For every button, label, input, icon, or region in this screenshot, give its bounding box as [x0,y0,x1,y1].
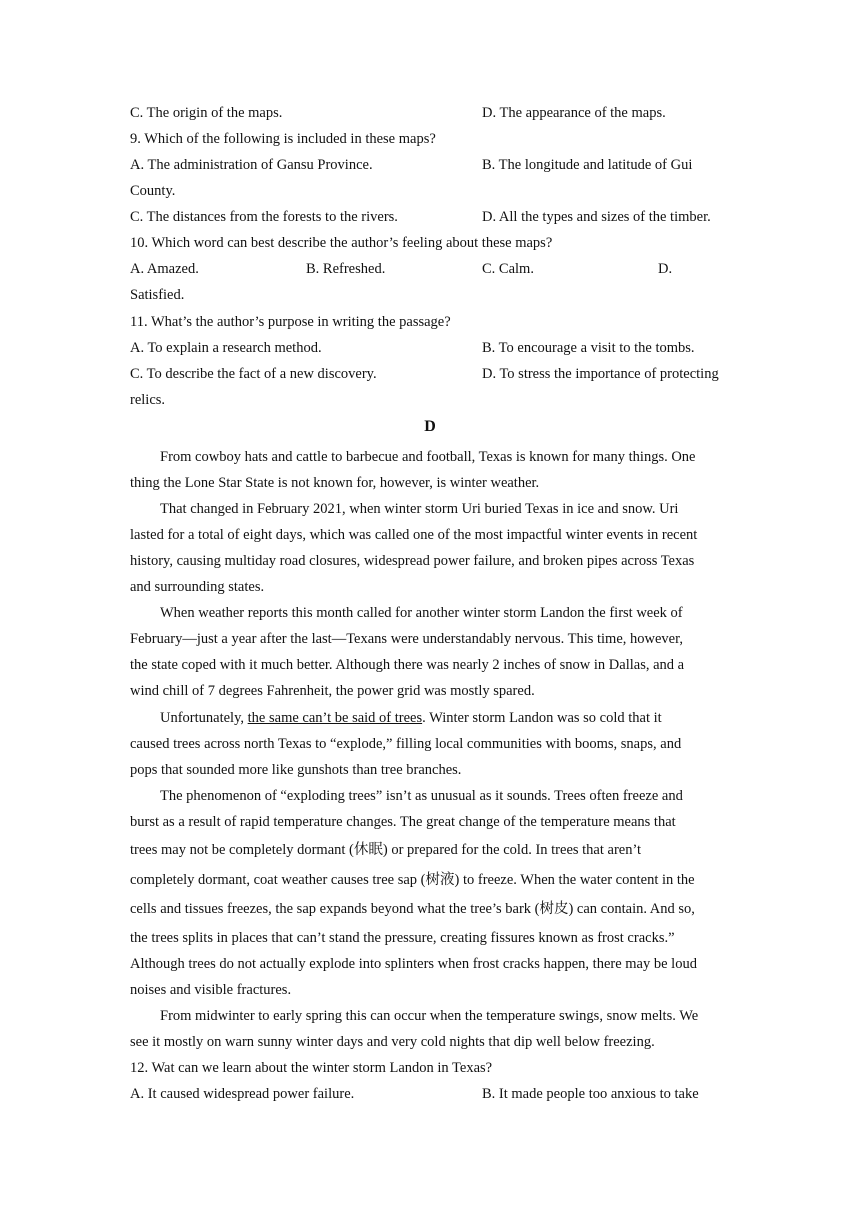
passage-line: noises and visible fractures. [130,982,292,998]
passage-line: From cowboy hats and cattle to barbecue and football, Texas is known for many things. One [160,449,696,465]
passage-line: the trees splits in places that can’t stand the pressure, creating fissures known as frost cracks.” [130,930,675,946]
passage-line: cells and tissues freezes, the sap expands beyond what the tree’s bark (树皮) can contain. And so, [130,901,695,917]
q9-option-b: B. The longitude and latitude of Gui [482,157,693,173]
passage-line: wind chill of 7 degrees Fahrenheit, the power grid was mostly spared. [130,683,535,699]
q9-option-c: C. The distances from the forests to the rivers. [130,209,398,225]
passage-line: lasted for a total of eight days, which was called one of the most impactful winter events in recent [130,527,698,543]
q12-stem: 12. Wat can we learn about the winter storm Landon in Texas? [130,1060,493,1076]
passage-line: February—just a year after the last—Texans were understandably nervous. This time, however, [130,631,683,647]
q12-option-b: B. It made people too anxious to take [482,1086,699,1102]
q12-option-a: A. It caused widespread power failure. [130,1086,355,1102]
passage-line: and surrounding states. [130,579,265,595]
passage-line: thing the Lone Star State is not known for, however, is winter weather. [130,475,540,491]
passage-line: The phenomenon of “exploding trees” isn’t as unusual as it sounds. Trees often freeze and [160,788,683,804]
passage-line: see it mostly on warn sunny winter days and very cold nights that dip well below freezing. [130,1034,655,1050]
q10-option-a: A. Amazed. [130,261,199,277]
passage-line [160,708,770,728]
passage-line: From midwinter to early spring this can occur when the temperature swings, snow melts. We [160,1008,699,1024]
passage-line: Although trees do not actually explode into splinters when frost cracks happen, there may be loud [130,956,697,972]
passage-line: That changed in February 2021, when winter storm Uri buried Texas in ice and snow. Uri [160,501,679,517]
q11-option-a: A. To explain a research method. [130,340,322,356]
q10-stem: 10. Which word can best describe the author’s feeling about these maps? [130,235,553,251]
passage-line: pops that sounded more like gunshots than tree branches. [130,762,462,778]
passage-text: . Winter storm Landon was so cold that it [422,710,662,726]
q11-stem: 11. What’s the author’s purpose in writing the passage? [130,314,451,330]
q8-option-c: C. The origin of the maps. [130,105,283,121]
q10-option-d: D. [658,261,673,277]
q9-option-b-continued: County. [130,183,176,199]
passage-line: completely dormant, coat weather causes tree sap (树液) to freeze. When the water content in the [130,872,695,888]
q9-stem: 9. Which of the following is included in these maps? [130,131,436,147]
q10-option-d-continued: Satisfied. [130,287,185,303]
q11-option-c: C. To describe the fact of a new discovery. [130,366,377,382]
q11-option-d: D. To stress the importance of protecting [482,366,719,382]
passage-line: history, causing multiday road closures, widespread power failure, and broken pipes across Texas [130,553,695,569]
passage-line: caused trees across north Texas to “explode,” filling local communities with booms, snaps, and [130,736,682,752]
passage-text: Unfortunately, [160,710,248,726]
underlined-phrase: the same can’t be said of trees [247,710,423,726]
q11-option-d-continued: relics. [130,392,166,408]
passage-line: burst as a result of rapid temperature changes. The great change of the temperature means that [130,814,676,830]
q11-option-b: B. To encourage a visit to the tombs. [482,340,695,356]
section-heading: D [424,418,436,435]
q10-option-b: B. Refreshed. [306,261,386,277]
q9-option-a: A. The administration of Gansu Province. [130,157,373,173]
q9-option-d: D. All the types and sizes of the timber. [482,209,711,225]
passage-line: When weather reports this month called for another winter storm Landon the first week of [160,605,683,621]
passage-line: trees may not be completely dormant (休眠) or prepared for the cold. In trees that aren’t [130,842,642,858]
passage-line: the state coped with it much better. Although there was nearly 2 inches of snow in Dallas, and a [130,657,685,673]
q8-option-d: D. The appearance of the maps. [482,105,666,121]
q10-option-c: C. Calm. [482,261,534,277]
